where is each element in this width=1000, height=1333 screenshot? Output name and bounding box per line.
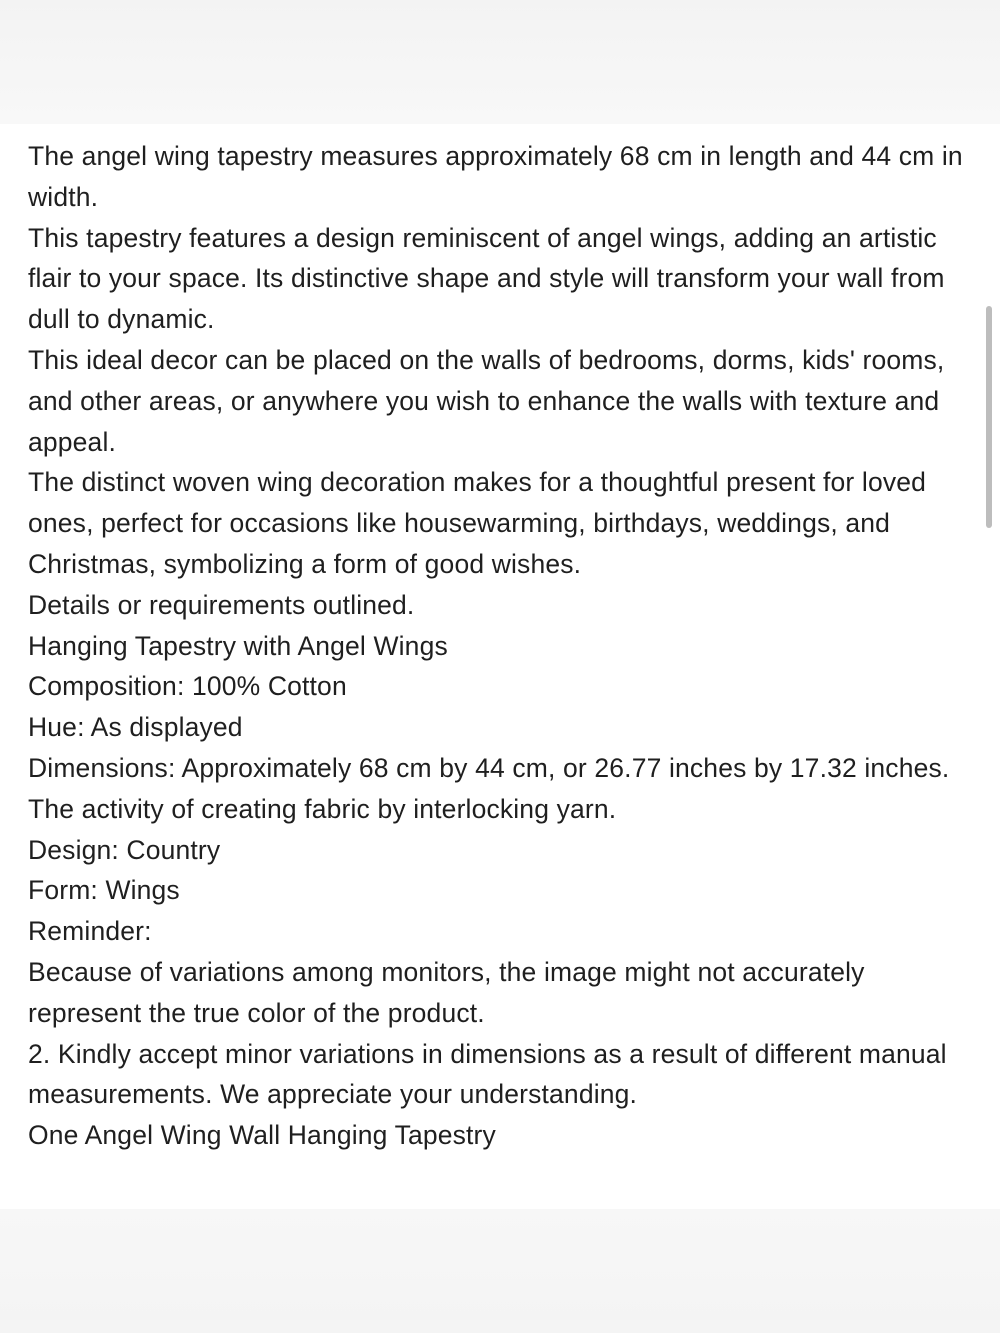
- description-line: Details or requirements outlined.: [28, 589, 415, 620]
- description-line: This tapestry features a design reminiscent of angel wings, adding an artistic flair to your space. Its distinctive shape and style will transform your wall from dull to dynamic.: [28, 222, 945, 335]
- description-line: The distinct woven wing decoration makes for a thoughtful present for loved ones, perfect for occasions like housewarming, birthdays, weddings, and Christmas, symbolizing a form of good wishes.: [28, 467, 927, 579]
- product-description-panel: [0, 124, 1000, 1209]
- bottom-background-band: [0, 1209, 1000, 1333]
- description-line: Hanging Tapestry with Angel Wings: [28, 630, 448, 661]
- description-line: Design: Country: [28, 834, 221, 865]
- description-line: Hue: As displayed: [28, 712, 243, 743]
- description-line: 2. Kindly accept minor variations in dimensions as a result of different manual measurements. We appreciate your understanding.: [28, 1038, 947, 1110]
- vertical-scrollbar[interactable]: [986, 306, 992, 528]
- description-line: Composition: 100% Cotton: [28, 671, 347, 702]
- description-line: One Angel Wing Wall Hanging Tapestry: [28, 1120, 496, 1151]
- description-line: This ideal decor can be placed on the walls of bedrooms, dorms, kids' rooms, and other areas, or anywhere you wish to enhance the walls with texture and appeal.: [28, 344, 945, 457]
- top-background-band: [0, 0, 1000, 124]
- description-line: Dimensions: Approximately 68 cm by 44 cm, or 26.77 inches by 17.32 inches.: [28, 752, 950, 783]
- product-description: [28, 136, 972, 1156]
- description-line: Reminder:: [28, 916, 152, 947]
- description-line: The activity of creating fabric by interlocking yarn.: [28, 793, 617, 824]
- description-line: The angel wing tapestry measures approximately 68 cm in length and 44 cm in width.: [28, 141, 963, 212]
- description-line: Because of variations among monitors, the image might not accurately represent the true color of the product.: [28, 956, 865, 1028]
- description-line: Form: Wings: [28, 875, 180, 906]
